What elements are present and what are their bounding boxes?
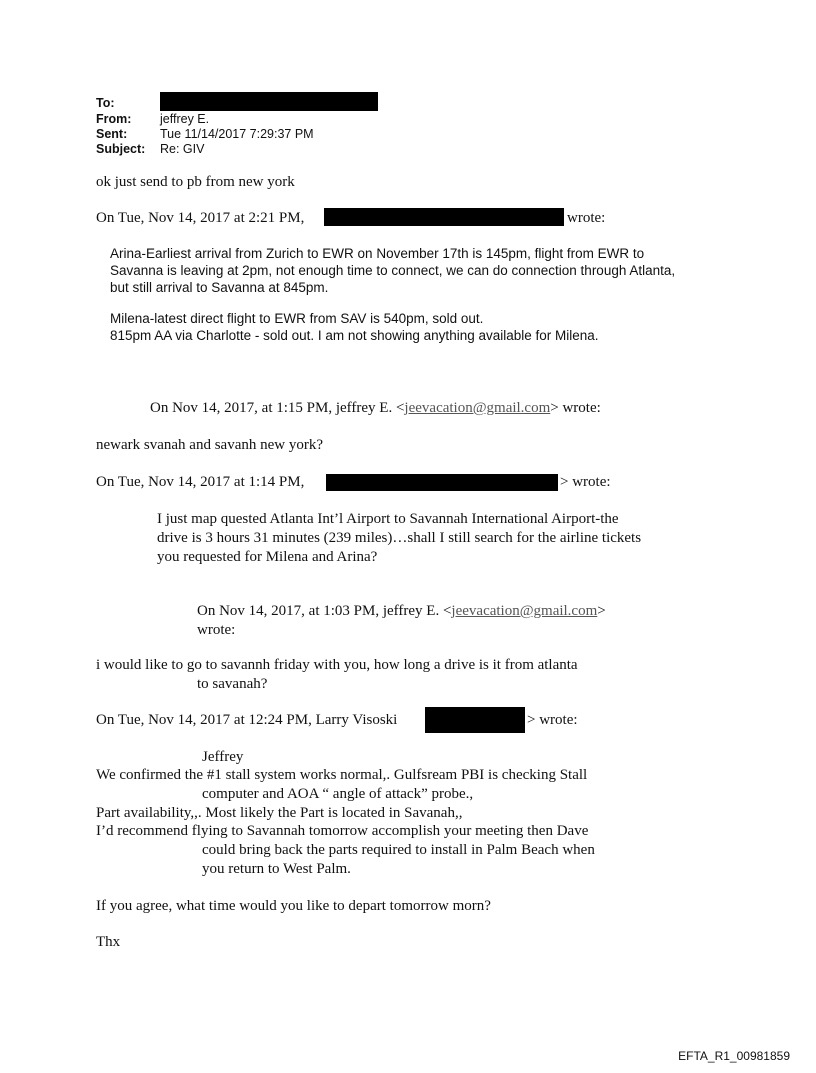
arina-line-2: Savanna is leaving at 2pm, not enough time to connect, we can do connection through Atlanta, bbox=[110, 263, 676, 278]
mapquest-line-3: you requested for Milena and Arina? bbox=[157, 549, 378, 565]
confirm-line-1: We confirmed the #1 stall system works normal,. Gulfsream PBI is checking Stall bbox=[96, 767, 588, 783]
friday-line-2: to savanah? bbox=[197, 676, 268, 692]
arina-line-1: Arina-Earliest arrival from Zurich to EWR on November 17th is 145pm, flight from EWR to bbox=[110, 246, 645, 261]
mapquest-line-1: I just map quested Atlanta Int’l Airport to Savannah International Airport-the bbox=[157, 511, 619, 527]
part-line: Part availability,,. Most likely the Part is located in Savanah,, bbox=[96, 805, 463, 821]
quote-header-5: On Tue, Nov 14, 2017 at 12:24 PM, Larry Visoski bbox=[96, 712, 398, 728]
subject-value: Re: GIV bbox=[160, 142, 205, 156]
quote-header-1: On Tue, Nov 14, 2017 at 2:21 PM, bbox=[96, 210, 305, 226]
milena-line-1: Milena-latest direct flight to EWR from SAV is 540pm, sold out. bbox=[110, 311, 484, 326]
document-id: EFTA_R1_00981859 bbox=[678, 1049, 790, 1063]
quote-header-3: On Tue, Nov 14, 2017 at 1:14 PM, bbox=[96, 474, 305, 490]
greeting: Jeffrey bbox=[202, 749, 244, 765]
friday-line-1: i would like to go to savannh friday with you, how long a drive is it from atlanta bbox=[96, 657, 578, 673]
quote-header-4-wrote: wrote: bbox=[197, 622, 236, 638]
reply-line: ok just send to pb from new york bbox=[96, 174, 295, 190]
to-label: To: bbox=[96, 96, 115, 110]
recommend-line-2: could bring back the parts required to install in Palm Beach when bbox=[202, 842, 595, 858]
email-link[interactable]: jeevacation@gmail.com bbox=[404, 400, 551, 416]
quote-header-3-wrote: > wrote: bbox=[560, 474, 611, 490]
redaction-bar bbox=[425, 707, 525, 733]
arina-line-3: but still arrival to Savanna at 845pm. bbox=[110, 280, 329, 295]
sent-label: Sent: bbox=[96, 127, 128, 141]
from-value: jeffrey E. bbox=[160, 112, 210, 126]
confirm-line-2: computer and AOA “ angle of attack” probe., bbox=[202, 786, 474, 802]
redaction-bar bbox=[324, 208, 564, 226]
thanks-line: Thx bbox=[96, 934, 121, 950]
quote-header-5-wrote: > wrote: bbox=[527, 712, 578, 728]
from-label: From: bbox=[96, 112, 132, 126]
mapquest-line-2: drive is 3 hours 31 minutes (239 miles)…shall I still search for the airline tickets bbox=[157, 530, 642, 546]
redaction-bar bbox=[160, 92, 378, 111]
recommend-line-1: I’d recommend flying to Savannah tomorrow accomplish your meeting then Dave bbox=[96, 823, 589, 839]
redaction-bar bbox=[326, 474, 558, 491]
quote-header-4: On Nov 14, 2017, at 1:03 PM, jeffrey E. <jeevacation@gmail.com> bbox=[197, 603, 606, 619]
agree-line: If you agree, what time would you like to depart tomorrow morn? bbox=[96, 898, 491, 914]
quote-header-1-wrote: wrote: bbox=[567, 210, 606, 226]
newark-line: newark svanah and savanh new york? bbox=[96, 437, 323, 453]
email-link[interactable]: jeevacation@gmail.com bbox=[451, 603, 598, 619]
recommend-line-3: you return to West Palm. bbox=[202, 861, 351, 877]
milena-line-2: 815pm AA via Charlotte - sold out. I am not showing anything available for Milena. bbox=[110, 328, 599, 343]
subject-label: Subject: bbox=[96, 142, 146, 156]
sent-value: Tue 11/14/2017 7:29:37 PM bbox=[160, 127, 314, 141]
quote-header-2: On Nov 14, 2017, at 1:15 PM, jeffrey E. <jeevacation@gmail.com> wrote: bbox=[150, 400, 601, 416]
